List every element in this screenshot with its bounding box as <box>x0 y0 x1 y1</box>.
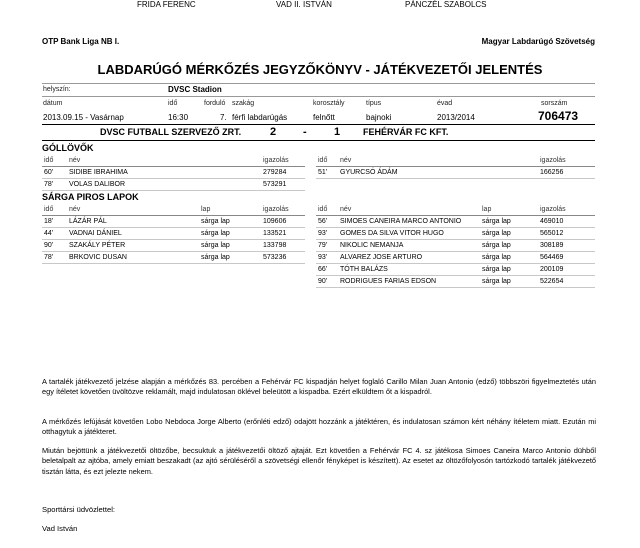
official-name-2: VAD II. ISTVÁN <box>276 0 332 9</box>
card-time: 56' <box>316 216 338 228</box>
venue-label: helyszín: <box>43 86 71 93</box>
home-team: DVSC FUTBALL SZERVEZŐ ZRT. <box>100 127 242 137</box>
serial-value: 706473 <box>538 109 579 123</box>
venue-value: DVSC Stadion <box>168 85 222 94</box>
card-player: SZAKÁLY PÉTER <box>67 240 199 252</box>
goal-player-id: 166256 <box>538 167 595 179</box>
card-player-id: 565012 <box>538 228 595 240</box>
card-time: 18' <box>42 216 67 228</box>
card-time: 79' <box>316 240 338 252</box>
col-card: lap <box>199 204 261 216</box>
card-player: GOMES DA SILVA VITOR HUGO <box>338 228 480 240</box>
table-header <box>316 155 595 167</box>
card-type: sárga lap <box>480 264 538 276</box>
card-player-id: 522654 <box>538 276 595 288</box>
table-row <box>316 252 595 264</box>
card-type: sárga lap <box>199 216 261 228</box>
card-player-id: 573236 <box>261 252 305 264</box>
goal-player: SIDIBE IBRAHIMA <box>67 167 261 179</box>
card-player: BRKOVIC DUSAN <box>67 252 199 264</box>
card-player-id: 109606 <box>261 216 305 228</box>
page-title: LABDARÚGÓ MÉRKŐZÉS JEGYZŐKÖNYV - JÁTÉKVEZETŐI JELENTÉS <box>97 62 543 77</box>
table-header <box>42 155 305 167</box>
card-time: 66' <box>316 264 338 276</box>
card-player-id: 469010 <box>538 216 595 228</box>
table-row <box>42 179 305 191</box>
card-player: ALVAREZ JOSE ARTURO <box>338 252 480 264</box>
card-time: 93' <box>316 252 338 264</box>
goal-player-id: 279284 <box>261 167 305 179</box>
card-type: sárga lap <box>480 252 538 264</box>
table-row <box>316 228 595 240</box>
divider <box>42 140 595 141</box>
goal-time: 51' <box>316 167 338 179</box>
col-time: idő <box>316 204 338 216</box>
divider <box>42 83 595 84</box>
divider <box>42 124 595 125</box>
report-paragraph-1: A tartalék játékvezető jelzése alapján a mérkőzés 83. percében a Fehérvár FC kispadján helyet foglaló Carillo Milan Juan Antonio (edző) többszöri figyelmeztetés után egy ítéletet követően üvöltözve reklamált, majd indulatosan öklével beleütött a kispadba. Ezért elküldtem őt a kispadról. <box>42 377 596 397</box>
federation-name: Magyar Labdarúgó Szövetség <box>481 37 595 46</box>
home-cards-table <box>42 204 305 264</box>
date-label: dátum <box>43 100 63 107</box>
card-player: TÓTH BALÁZS <box>338 264 480 276</box>
table-header <box>42 204 305 216</box>
col-id: igazolás <box>261 204 305 216</box>
signature: Vad István <box>42 524 78 533</box>
time-value: 16:30 <box>168 113 189 122</box>
col-time: idő <box>42 204 67 216</box>
divider <box>42 96 595 97</box>
col-id: igazolás <box>538 155 595 167</box>
card-type: sárga lap <box>199 228 261 240</box>
card-player: VADNAI DÁNIEL <box>67 228 199 240</box>
official-name-3: PÁNCZÉL SZABOLCS <box>405 0 487 9</box>
official-name-1: FRIDA FERENC <box>137 0 196 9</box>
card-player-id: 308189 <box>538 240 595 252</box>
type-value: bajnoki <box>366 113 392 122</box>
card-time: 44' <box>42 228 67 240</box>
serial-label: sorszám <box>541 100 568 107</box>
card-player-id: 564469 <box>538 252 595 264</box>
card-player-id: 200109 <box>538 264 595 276</box>
goal-time: 60' <box>42 167 67 179</box>
round-label: forduló <box>204 100 226 107</box>
time-label: idő <box>168 100 178 107</box>
table-row <box>316 216 595 228</box>
report-paragraph-3: Miután bejöttünk a játékvezetői öltözőbe, becsuktuk a játékvezetői öltöző ajtaját. Ezt követően a Fehérvár FC 4. sz játékosa Simoes Caneira Marco Antonio dühből beletalpalt az ajtóba, amely emiatt beszakadt (az ajtó sérüléséről a szövetségi ellenőr fényképet is készített). Az esetet az öltözőfolyosón tartózkodó tartalék játékvezető tisztán látta, és ezt jelezte nekem. <box>42 446 596 476</box>
col-name: név <box>67 155 261 167</box>
col-name: név <box>338 204 480 216</box>
report-paragraph-2: A mérkőzés lefújását követően Lobo Nebdoca Jorge Alberto (erőnléti edző) odajött hozzánk a játéktéren, és indulatosan számon kért néhány ítéletem miatt. Ezután mi otthagytuk a játékteret. <box>42 417 596 437</box>
card-type: sárga lap <box>480 228 538 240</box>
card-time: 90' <box>316 276 338 288</box>
card-player-id: 133798 <box>261 240 305 252</box>
table-row <box>316 276 595 288</box>
type-label: típus <box>366 100 382 107</box>
table-row <box>42 167 305 179</box>
table-row <box>316 240 595 252</box>
branch-label: szakág <box>232 100 255 107</box>
season-label: évad <box>437 100 453 107</box>
card-type: sárga lap <box>199 240 261 252</box>
age-value: felnőtt <box>313 113 335 122</box>
age-label: korosztály <box>313 100 345 107</box>
card-player: NIKOLIC NEMANJA <box>338 240 480 252</box>
season-value: 2013/2014 <box>437 113 475 122</box>
goal-player: VOLAS DALIBOR <box>67 179 261 191</box>
table-row <box>42 228 305 240</box>
branch-value: férfi labdarúgás <box>232 113 288 122</box>
card-type: sárga lap <box>199 252 261 264</box>
away-team: FEHÉRVÁR FC KFT. <box>363 127 449 137</box>
col-time: idő <box>42 155 67 167</box>
card-player-id: 133521 <box>261 228 305 240</box>
league-name: OTP Bank Liga NB I. <box>42 37 120 46</box>
home-score: 2 <box>270 126 277 138</box>
card-type: sárga lap <box>480 240 538 252</box>
card-type: sárga lap <box>480 276 538 288</box>
goal-player: GYURCSÓ ÁDÁM <box>338 167 538 179</box>
goals-title: GÓLLÖVŐK <box>42 143 94 153</box>
col-card: lap <box>480 204 538 216</box>
goal-time: 78' <box>42 179 67 191</box>
card-time: 78' <box>42 252 67 264</box>
card-player: SIMOES CANEIRA MARCO ANTONIO <box>338 216 480 228</box>
home-goals-table <box>42 155 305 191</box>
greeting: Sporttársi üdvözlettel: <box>42 505 116 514</box>
col-id: igazolás <box>538 204 595 216</box>
goal-player-id: 573291 <box>261 179 305 191</box>
away-cards-table <box>316 204 595 288</box>
col-id: igazolás <box>261 155 305 167</box>
card-player: LÁZÁR PÁL <box>67 216 199 228</box>
table-row <box>42 240 305 252</box>
col-name: név <box>338 155 538 167</box>
table-row <box>42 252 305 264</box>
table-row <box>316 264 595 276</box>
table-header <box>316 204 595 216</box>
card-time: 93' <box>316 228 338 240</box>
round-value: 7. <box>220 113 227 122</box>
table-row <box>42 216 305 228</box>
away-score: 1 <box>334 126 341 138</box>
col-time: idő <box>316 155 338 167</box>
card-player: RODRIGUES FARIAS EDSON <box>338 276 480 288</box>
cards-title: SÁRGA PIROS LAPOK <box>42 192 139 202</box>
away-goals-table <box>316 155 595 179</box>
col-name: név <box>67 204 199 216</box>
table-row <box>316 167 595 179</box>
score-separator: - <box>303 126 307 138</box>
card-time: 90' <box>42 240 67 252</box>
card-type: sárga lap <box>480 216 538 228</box>
date-value: 2013.09.15 - Vasárnap <box>43 113 124 122</box>
